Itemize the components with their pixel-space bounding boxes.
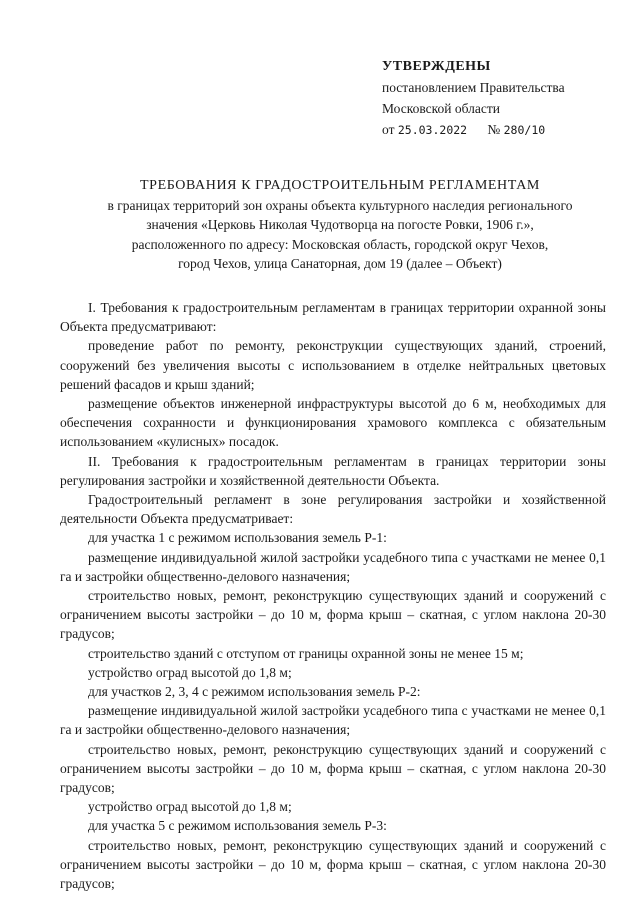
body-paragraph: I. Требования к градостроительным регламентам в границах территории охранной зоны Объекта предусматривают: [60,300,606,335]
body-paragraph: для участков 2, 3, 4 с режимом использования земель Р-2: [88,684,421,700]
body-paragraph: устройство оград высотой до 1,8 м; [88,664,292,680]
body-paragraph: для участка 1 с режимом использования земель Р-1: [88,530,387,546]
date-prefix: от [382,122,395,137]
body-paragraph: строительство новых, ремонт, реконструкцию существующих зданий и сооружений с ограничением высоты застройки – до 10 м, форма крыш – скатная, с углом наклона 20-30 градусов; [60,837,606,892]
approval-date: 25.03.2022 [397,123,468,137]
body-paragraph: устройство оград высотой до 1,8 м; [88,799,292,815]
approval-number: 280/10 [503,123,546,137]
title-line: город Чехов, улица Санаторная, дом 19 (далее – Объект) [178,256,502,271]
body-paragraph: строительство новых, ремонт, реконструкцию существующих зданий и сооружений с ограничением высоты застройки – до 10 м, форма крыш – скатная, с углом наклона 20-30 градусов; [60,588,606,642]
body-paragraph: строительство новых, ремонт, реконструкцию существующих зданий и сооружений с ограничением высоты застройки – до 10 м, форма крыш – скатная, с углом наклона 20-30 градусов; [60,741,606,796]
body-paragraph: размещение индивидуальной жилой застройки усадебного типа с участками не менее 0,1 га и застройки общественно-делового назначения; [60,549,606,584]
approval-stamp [382,56,565,141]
document-body [60,298,606,893]
body-paragraph: строительство зданий с отступом от границы охранной зоны не менее 15 м; [88,645,524,661]
title-line: в границах территорий зон охраны объекта культурного наследия регионального [107,197,573,213]
body-paragraph: размещение объектов инженерной инфраструктуры высотой до 6 м, необходимых для обеспечения сохранности и функционирования храмового комплекса с обязательным использованием «кулисных» посадок. [60,396,606,450]
approval-line-1: постановлением Правительства [382,80,565,95]
body-paragraph: II. Требования к градостроительным регламентам в границах территории зоны регулирования застройки и хозяйственной деятельности Объекта. [60,453,606,488]
approval-line-2: Московской области [382,101,501,116]
approval-heading: УТВЕРЖДЕНЫ [382,59,491,74]
number-label: № [487,122,501,137]
approval-date-line [382,119,565,141]
body-paragraph: проведение работ по ремонту, реконструкции существующих зданий, строений, сооружений без увеличения высоты с использованием в отделке нейтральных цветовых решений фасадов и крыш зданий; [60,338,606,392]
body-paragraph: Градостроительный регламент в зоне регулирования застройки и хозяйственной деятельности Объекта предусматривает: [60,492,606,527]
title-line: расположенного по адресу: Московская область, городской округ Чехов, [131,236,549,252]
title-line: значения «Церковь Николая Чудотворца на погосте Ровки, 1906 г.», [146,217,534,232]
document-title: ТРЕБОВАНИЯ К ГРАДОСТРОИТЕЛЬНЫМ РЕГЛАМЕНТАМ [140,178,540,193]
document-title-block [40,176,640,274]
body-paragraph: размещение индивидуальной жилой застройки усадебного типа с участками не менее 0,1 га и застройки общественно-делового назначения; [60,703,606,738]
body-paragraph: для участка 5 с режимом использования земель Р-3: [88,818,387,834]
